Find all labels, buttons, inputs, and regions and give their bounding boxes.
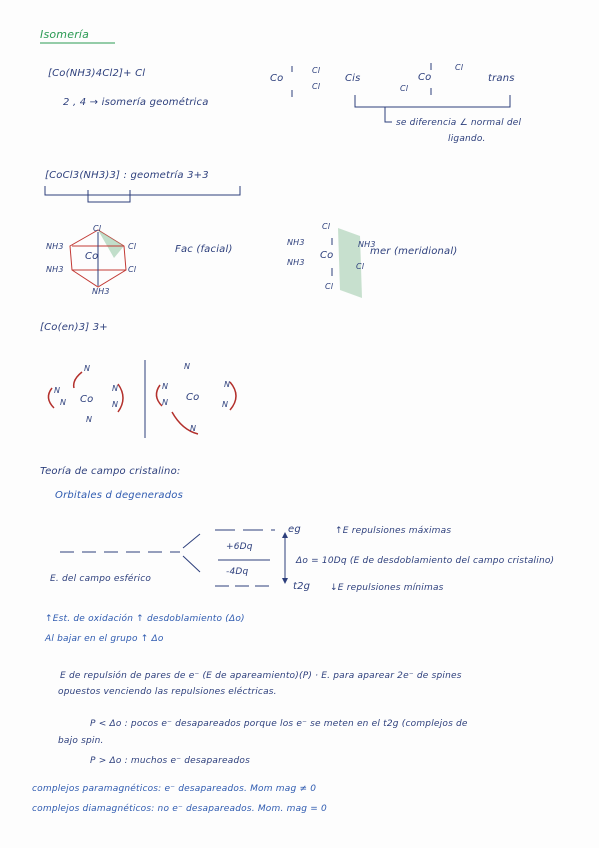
en-right-n4: N [222, 400, 229, 409]
cis-cl-top: Cl [312, 66, 321, 75]
minus-4dq: -4Dq [226, 567, 249, 577]
fac-cl-right: Cl [128, 242, 137, 251]
trans-cl-left: Cl [400, 84, 409, 93]
fac-nh3-left2: NH3 [46, 265, 64, 274]
en-right-center: Co [186, 392, 200, 403]
line-oxidation: ↑Est. de oxidación ↑ desdoblamiento (Δo) [45, 614, 245, 624]
mer-cl-top: Cl [322, 222, 331, 231]
fac-center: Co [85, 251, 99, 262]
cis-label: Cis [345, 73, 361, 84]
cis-center: Co [270, 73, 284, 84]
low-spin-line2: bajo spin. [58, 736, 104, 746]
pairing-energy-line2: opuestos venciendo las repulsiones eléctricas. [58, 687, 277, 697]
t2g-note: ↓E repulsiones mínimas [330, 583, 444, 593]
bracket-note-2: ligando. [448, 134, 486, 144]
trans-center: Co [418, 72, 432, 83]
formula-section3: [Co(en)3] 3+ [40, 322, 108, 333]
formula-section2: [CoCl3(NH3)3] : geometría 3+3 [45, 170, 209, 181]
en-right-n2: N [162, 398, 169, 407]
fac-nh3-bottom: NH3 [92, 287, 110, 296]
mer-cl-right: Cl [356, 262, 365, 271]
mer-nh3-right: NH3 [358, 240, 376, 249]
en-left-n-top: N [84, 364, 91, 373]
en-left-n-bottom: N [86, 415, 93, 424]
pairing-energy-line1: E de repulsión de pares de e⁻ (E de apareamiento)(P) · E. para aparear 2e⁻ de spines [60, 671, 462, 681]
mer-nh3-left2: NH3 [287, 258, 305, 267]
en-left-n2: N [60, 398, 67, 407]
line-group: Al bajar en el grupo ↑ Δo [45, 634, 164, 644]
mer-center: Co [320, 250, 334, 261]
cft-sub: Orbitales d degenerados [55, 490, 184, 501]
cis-cl-bottom: Cl [312, 82, 321, 91]
eg-note: ↑E repulsiones máximas [335, 526, 452, 536]
page-title: Isomería [40, 28, 90, 41]
fac-nh3-left: NH3 [46, 242, 64, 251]
trans-cl-right: Cl [455, 63, 464, 72]
mer-cl-bottom: Cl [325, 282, 334, 291]
paramagnetic-line: complejos paramagnéticos: e⁻ desapareados. Mom mag ≠ 0 [32, 784, 317, 794]
spherical-field: E. del campo esférico [50, 574, 152, 584]
en-right-n-bottom: N [190, 424, 197, 433]
high-spin: P > Δo : muchos e⁻ desapareados [90, 756, 250, 766]
fac-cl-top: Cl [93, 224, 102, 233]
trans-label: trans [488, 73, 515, 84]
cft-heading: Teoría de campo cristalino: [40, 466, 181, 477]
fac-label: Fac (facial) [175, 244, 233, 255]
en-right-n3: N [224, 380, 231, 389]
eg-label: eg [288, 524, 301, 535]
fac-cl-right2: Cl [128, 265, 137, 274]
formula-section1: [Co(NH3)4Cl2]+ Cl [48, 68, 146, 79]
en-left-n4: N [112, 400, 119, 409]
plus-6dq: +6Dq [226, 542, 253, 552]
delta-note: Δo = 10Dq (E de desdoblamiento del campo cristalino) [296, 556, 555, 566]
en-left-n1: N [54, 386, 61, 395]
isomeria-note: 2 , 4 → isomería geométrica [63, 97, 209, 108]
en-right-n-top: N [184, 362, 191, 371]
t2g-label: t2g [293, 581, 311, 592]
en-left-center: Co [80, 394, 94, 405]
bracket-note-1: se diferencia ∠ normal del [396, 118, 522, 128]
mer-nh3-left: NH3 [287, 238, 305, 247]
low-spin-line1: P < Δo : pocos e⁻ desapareados porque los e⁻ se meten en el t2g (complejos de [90, 719, 468, 729]
mer-label: mer (meridional) [370, 246, 458, 257]
diamagnetic-line: complejos diamagnéticos: no e⁻ desapareados. Mom. mag = 0 [32, 804, 327, 814]
en-left-n3: N [112, 384, 119, 393]
en-right-n1: N [162, 382, 169, 391]
